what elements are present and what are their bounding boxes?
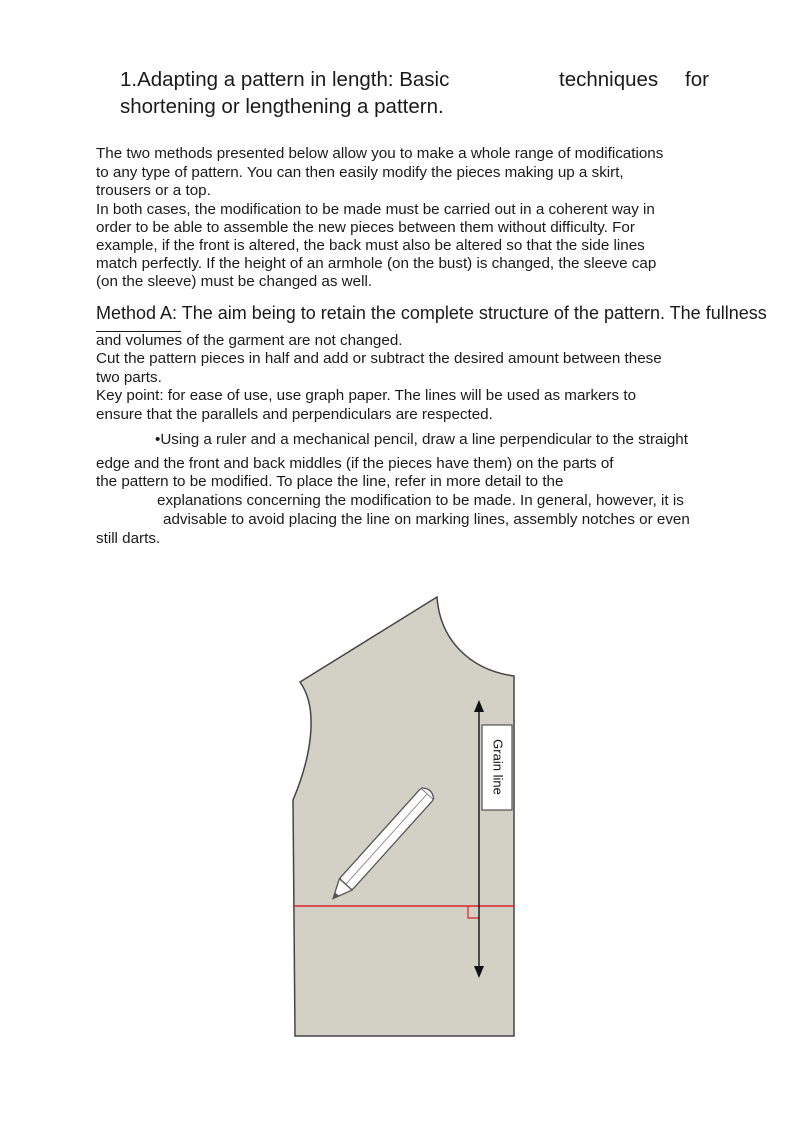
step-line: explanations concerning the modification to be made. In general, however, it is — [157, 491, 684, 509]
heading-word-for: for — [685, 68, 709, 91]
heading-word-techniques: techniques — [559, 68, 659, 91]
step-line: the pattern to be modified. To place the line, refer in more detail to the — [96, 473, 564, 490]
grain-line-label: Grain line — [490, 739, 506, 795]
step-line: edge and the front and back middles (if the pieces have them) on the parts of — [96, 455, 614, 472]
intro-line: trousers or a top. — [96, 182, 211, 199]
method-a-title: Method A: The aim being to retain the complete structure of the pattern. The fullness — [96, 303, 767, 323]
method-a-line: two parts. — [96, 368, 162, 386]
step-bullet-line: •Using a ruler and a mechanical pencil, draw a line perpendicular to the straight — [155, 431, 688, 448]
intro-line: (on the sleeve) must be changed as well. — [96, 272, 373, 290]
intro-line: example, if the front is altered, the back must also be altered so that the side lines — [96, 236, 645, 254]
intro-line: The two methods presented below allow you to make a whole range of modifications — [96, 145, 664, 162]
step-line: advisable to avoid placing the line on marking lines, assembly notches or even — [163, 510, 690, 528]
intro-line: In both cases, the modification to be made must be carried out in a coherent way in — [96, 200, 655, 218]
heading-line-2: shortening or lengthening a pattern. — [120, 95, 444, 118]
intro-line: match perfectly. If the height of an armhole (on the bust) is changed, the sleeve cap — [96, 254, 657, 272]
method-a-line: Key point: for ease of use, use graph paper. The lines will be used as markers to — [96, 387, 637, 404]
method-a-line: ensure that the parallels and perpendiculars are respected. — [96, 405, 493, 423]
method-a-line: and volumes of the garment are not changed. — [96, 332, 403, 349]
intro-line: order to be able to assemble the new pieces between them without difficulty. For — [96, 218, 635, 236]
step-line: still darts. — [96, 529, 161, 547]
intro-line: to any type of pattern. You can then easily modify the pieces making up a skirt, — [96, 163, 624, 181]
method-a-line: Cut the pattern pieces in half and add or subtract the desired amount between these — [96, 350, 662, 367]
heading-line-1: 1.Adapting a pattern in length: Basic — [120, 68, 450, 91]
